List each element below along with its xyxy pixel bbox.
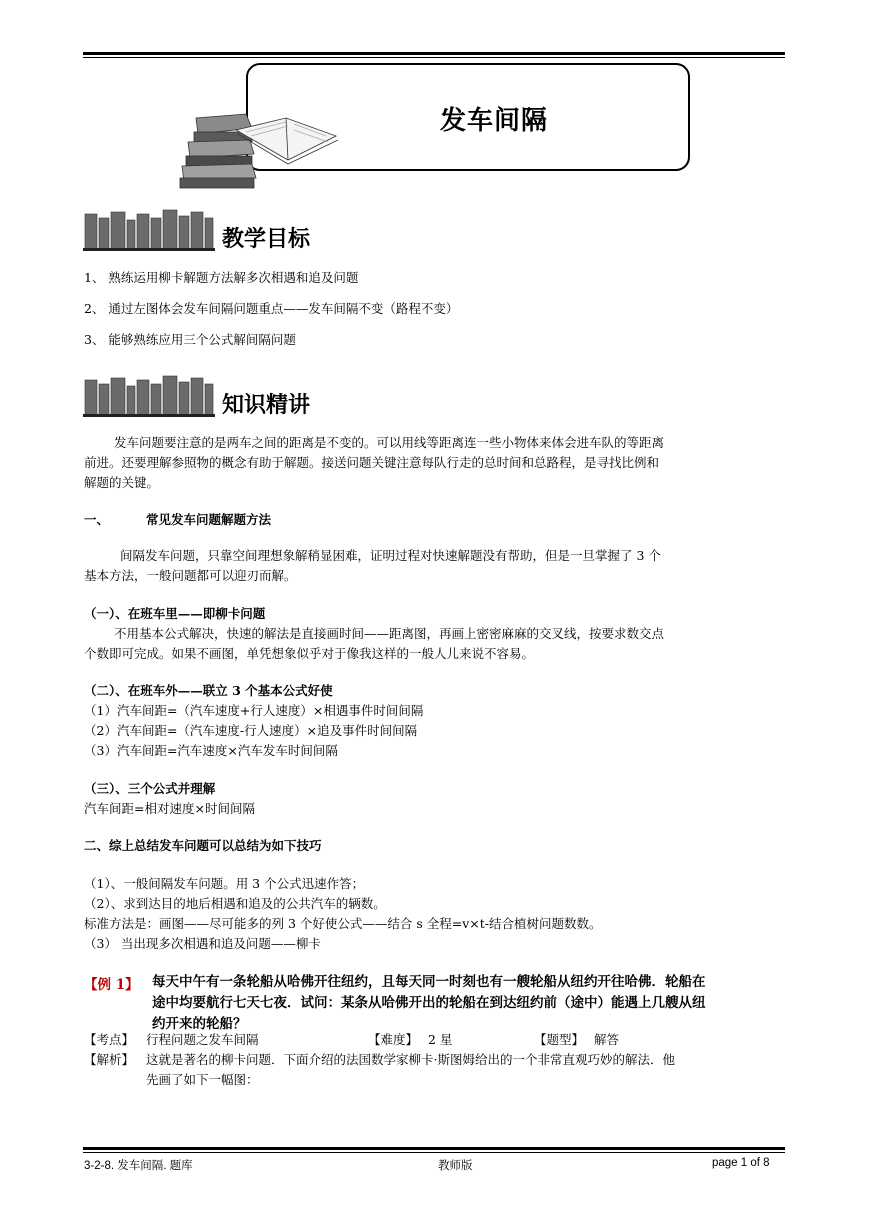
example-question-line-2: 途中均要航行七天七夜．试问：某条从哈佛开出的轮船在到达纽约前（途中）能遇上几艘从纽 <box>152 995 706 1011</box>
tip-item-4: （3） 当出现多次相遇和追及问题——柳卡 <box>84 936 321 951</box>
example-question-line-1: 每天中午有一条轮船从哈佛开往纽约，且每天同一时刻也有一艘轮船从纽约开往哈佛．轮船在 <box>152 974 706 990</box>
sub1-line-2: 个数即可完成。如果不画图，单凭想象似乎对于像我这样的一般人儿来说不容易。 <box>84 646 535 661</box>
sub3-line: 汽车间距=相对速度×时间间隔 <box>84 801 255 816</box>
intro-line-3: 解题的关键。 <box>84 475 160 490</box>
meta-value-difficulty: 2 星 <box>428 1032 453 1047</box>
analysis-label: 【解析】 <box>84 1052 135 1067</box>
footer-left: 3-2-8. 发车间隔. 题库 <box>84 1160 193 1172</box>
intro-line-2: 前进。还要理解参照物的概念有助于解题。接送问题关键注意每队行走的总时间和总路程，是寻找比例和 <box>84 455 660 470</box>
bookshelf-icon <box>83 208 215 252</box>
formula-item-3: （3）汽车间距=汽车速度×汽车发车时间间隔 <box>84 743 338 758</box>
tip-item-1: （1）、一般间隔发车问题。用 3 个公式迅速作答； <box>84 876 365 891</box>
meta-label-difficulty: 【难度】 <box>368 1032 419 1047</box>
books-icon <box>176 110 346 190</box>
intro-line-1: 发车问题要注意的是两车之间的距离是不变的。可以用线等距离连一些小物体来体会进车队的等距离 <box>114 435 665 450</box>
example-question-line-3: 约开来的轮船？ <box>152 1016 247 1032</box>
example-label: 【例 1】 <box>84 977 139 993</box>
footer-center: 教师版 <box>438 1160 473 1172</box>
section-title-knowledge: 知识精讲 <box>222 393 311 418</box>
meta-label-topic: 【考点】 <box>84 1032 135 1047</box>
heading-1-text: 常见发车问题解题方法 <box>146 512 272 527</box>
method-para-line-1: 间隔发车问题，只靠空间理想象解稍显困难，证明过程对快速解题没有帮助，但是一旦掌握了 3 个 <box>120 548 661 563</box>
method-para-line-2: 基本方法，一般问题都可以迎刃而解。 <box>84 568 297 583</box>
formula-item-2: （2）汽车间距=（汽车速度-行人速度）×追及事件时间间隔 <box>84 723 418 738</box>
tip-item-2: （2）、求到达目的地后相遇和追及的公共汽车的辆数。 <box>84 896 386 911</box>
meta-value-type: 解答 <box>594 1032 620 1047</box>
footer-rule-thick <box>83 1147 785 1150</box>
analysis-line-2: 先画了如下一幅图： <box>146 1072 259 1087</box>
sub-heading-2: （二）、在班车外——联立 3 个基本公式好使 <box>84 683 333 698</box>
sub-heading-1: （一）、在班车里——即柳卡问题 <box>84 606 266 621</box>
objective-item-2: 2、 通过左图体会发车间隔问题重点——发车间隔不变（路程不变） <box>84 301 459 316</box>
tip-item-3: 标准方法是：画图——尽可能多的列 3 个好使公式——结合 s 全程=v×t-结合植树问题数数。 <box>84 916 602 931</box>
footer-page-number: page 1 of 8 <box>712 1157 770 1169</box>
page-title: 发车间隔 <box>440 106 549 136</box>
footer-rule-thin <box>83 1152 785 1153</box>
analysis-line-1: 这就是著名的柳卡问题．下面介绍的法国数学家柳卡·斯图姆给出的一个非常直观巧妙的解法．他 <box>146 1052 675 1067</box>
header-rule-thin <box>83 57 785 58</box>
objective-item-1: 1、 熟练运用柳卡解题方法解多次相遇和追及问题 <box>84 270 359 285</box>
sub1-line-1: 不用基本公式解决，快速的解法是直接画时间——距离图，再画上密密麻麻的交叉线，按要求数交点 <box>114 626 665 641</box>
heading-1-number: 一、 <box>84 512 110 527</box>
meta-value-topic: 行程问题之发车间隔 <box>146 1032 259 1047</box>
formula-item-1: （1）汽车间距=（汽车速度+行人速度）×相遇事件时间间隔 <box>84 703 424 718</box>
section-title-objectives: 教学目标 <box>222 227 311 252</box>
objective-item-3: 3、 能够熟练应用三个公式解间隔问题 <box>84 332 296 347</box>
header-rule-thick <box>83 52 785 55</box>
meta-label-type: 【题型】 <box>534 1032 585 1047</box>
sub-heading-3: （三）、三个公式并理解 <box>84 781 216 796</box>
bookshelf-icon <box>83 374 215 418</box>
heading-2: 二、综上总结发车问题可以总结为如下技巧 <box>84 838 322 853</box>
